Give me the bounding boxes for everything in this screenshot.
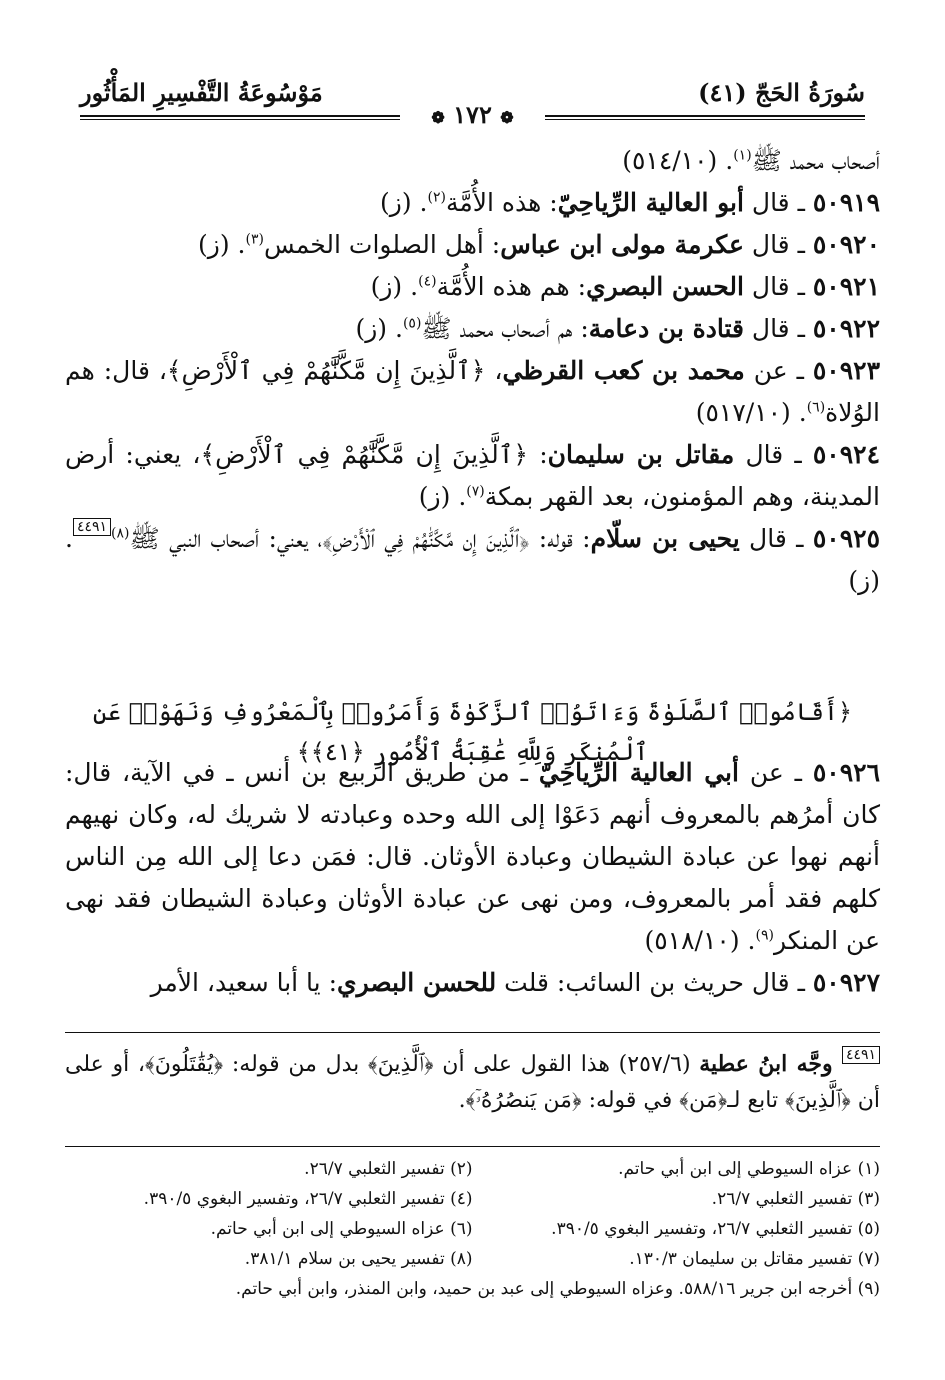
footnote-separator [65, 1146, 880, 1147]
entry-number: ٥٠٩٢٢ [812, 314, 880, 343]
entry: ٥٠٩٢٣ ـ عن محمد بن كعب القرظي، ﴿ٱلَّذِينَ إِن مَّكَّنَّٰهُمْ فِي ٱلْأَرْضِ﴾، قال: هم الوُلاة$^{(٦)}$. (٥١٧/١٠) [65, 356, 880, 427]
commentary-ref-box: ٤٤٩١ [73, 518, 111, 536]
surah-title: سُورَةُ الحَجّ (٤١) [698, 78, 865, 107]
quran-verse: ﴿أَقَامُوا۟ ٱلصَّلَوٰةَ وَءَاتَوُا۟ ٱلزَّكَوٰةَ وَأَمَرُوا۟ بِٱلْمَعْرُوفِ وَنَهَوْا۟ عَنِ ٱلْمُنكَرِ وَلِلَّهِ عَٰقِبَةُ ٱلْأُمُورِ ﴿٤١﴾﴾ [92, 698, 853, 766]
footnote: (٤) تفسير الثعلبي ٢٦/٧، وتفسير البغوي ٣٩٠/٥. [143, 1189, 473, 1209]
footnote: (٨) تفسير يحيى بن سلام ٣٨١/١. [244, 1249, 473, 1269]
footnote-row [65, 1244, 880, 1274]
narrator-name: للحسن البصري [337, 968, 497, 997]
narrator-name: يحيى بن سلّام [590, 524, 740, 553]
entry: ٥٠٩٢٠ ـ قال عكرمة مولى ابن عباس: أهل الصلوات الخمس$^{(٣)}$. (ز) [198, 230, 880, 259]
footnote: (٥) تفسير الثعلبي ٢٦/٧، وتفسير البغوي ٣٩٠/٥. [551, 1219, 880, 1239]
narrator-name: قتادة بن دعامة [588, 314, 744, 343]
entry: أصحاب محمد ﷺ$^{(١)}$. (٥١٤/١٠) [622, 146, 880, 175]
narrator-name: أبو العالية الرِّياحِيّ [557, 188, 744, 217]
narrator-name: محمد بن كعب القرظي [502, 356, 745, 385]
entry-number: ٥٠٩٢٥ [812, 524, 880, 553]
main-text-continued [65, 752, 880, 1004]
scholar-name: ابنُ عطية [699, 1051, 788, 1077]
footnote: (٦) عزاه السيوطي إلى ابن أبي حاتم. [210, 1219, 473, 1239]
entry: ٥٠٩١٩ ـ قال أبو العالية الرِّياحِيّ: هذه الأُمَّة$^{(٢)}$. (ز) [380, 188, 880, 217]
narrator-name: الحسن البصري [586, 272, 744, 301]
main-text [65, 140, 880, 602]
entry-number: ٥٠٩١٩ [812, 188, 880, 217]
entry: ٥٠٩٢٤ ـ قال مقاتل بن سليمان: ﴿ٱلَّذِينَ إِن مَّكَّنَّٰهُمْ فِي ٱلْأَرْضِ﴾، يعني: أرض المدينة، وهم المؤمنون، بعد القهر بمكة$^{(٧)}$. (ز) [65, 440, 881, 511]
entry-number: ٥٠٩٢١ [812, 272, 880, 301]
footnote: (١) عزاه السيوطي إلى ابن أبي حاتم. [618, 1159, 880, 1179]
ornament-icon: ❁ [500, 108, 514, 127]
commentary-ref-box: ٤٤٩١ [842, 1046, 880, 1064]
footnotes [65, 1154, 880, 1304]
narrator-name: عكرمة مولى ابن عباس [500, 230, 744, 259]
entry: ٥٠٩٢٧ ـ قال حريث بن السائب: قلت للحسن البصري: يا أبا سعيد، الأمر [150, 968, 880, 997]
narrator-name: مقاتل بن سليمان [547, 440, 735, 469]
book-title: مَوْسُوعَةُ التَّفْسِيرِ المَأْثُور [80, 78, 323, 107]
entry-number: ٥٠٩٢٠ [812, 230, 880, 259]
footnote-row [65, 1214, 880, 1244]
entry: ٥٠٩٢١ ـ قال الحسن البصري: هم هذه الأُمَّة$^{(٤)}$. (ز) [370, 272, 880, 301]
narrator-name: أبي العالية الرِّياحِيّ [538, 758, 739, 787]
running-header [80, 70, 865, 130]
footnote: (٢) تفسير الثعلبي ٢٦/٧. [304, 1159, 473, 1179]
footnote: (٣) تفسير الثعلبي ٢٦/٧. [711, 1189, 880, 1209]
page-number: ❁ ١٧٢ ❁ [431, 100, 514, 129]
entry: ٥٠٩٢٦ ـ عن أبي العالية الرِّياحِيّ ـ من طريق الربيع بن أنس ـ في الآية، قال: كان أمرُهم بالمعروف أنهم دَعَوْا إلى الله وحده وعبادته لا شريك له، وكان نهيهم أنهم نهوا عن عبادة الشيطان وعبادة الأوثان. قال: فمَن دعا إلى الله مِن الناس كلهم فقد أمر بالمعروف، ومن نهى عن عبادة الأوثان وعبادة الشيطان فقد نهى عن المنكر$^{(٩)}$. (٥١٨/١٠) [65, 758, 880, 955]
footnote: (٩) أخرجه ابن جرير ٥٨٨/١٦. وعزاه السيوطي إلى عبد بن حميد، وابن المنذر، وابن أبي حاتم. [235, 1279, 880, 1299]
entry-number: ٥٠٩٢٧ [812, 968, 880, 997]
footnote: (٧) تفسير مقاتل بن سليمان ١٣٠/٣. [629, 1249, 880, 1269]
entry-number: ٥٠٩٢٣ [812, 356, 880, 385]
entry: ٥٠٩٢٢ ـ قال قتادة بن دعامة: هم أصحاب محمد ﷺ$^{(٥)}$. (ز) [355, 314, 880, 343]
commentary-note: ٤٤٩١ وجَّه ابنُ عطية (٢٥٧/٦) هذا القول على أن ﴿ٱلَّذِينَ﴾ بدل من قوله: ﴿يُقَٰتَلُونَ﴾، أو على أن ﴿ٱلَّذِينَ﴾ تابع لـ﴿مَن﴾ في قوله: ﴿مَن يَنصُرُهُۥٓ﴾. [65, 1047, 880, 1113]
footnote-row [65, 1154, 880, 1184]
entry-number: ٥٠٩٢٤ [812, 440, 881, 469]
footnote-row [65, 1184, 880, 1214]
entry: ٥٠٩٢٥ ـ قال يحيى بن سلّام: قوله: ﴿ٱلَّذِينَ إِن مَّكَّنَّٰهُمْ فِي ٱلْأَرْضِ﴾، يعني: أصحاب النبي ﷺ$^{(٨)}$٤٤٩١. (ز) [65, 519, 880, 595]
entry-number: ٥٠٩٢٦ [812, 758, 880, 787]
commentary-separator [65, 1032, 880, 1033]
ornament-icon: ❁ [431, 108, 445, 127]
